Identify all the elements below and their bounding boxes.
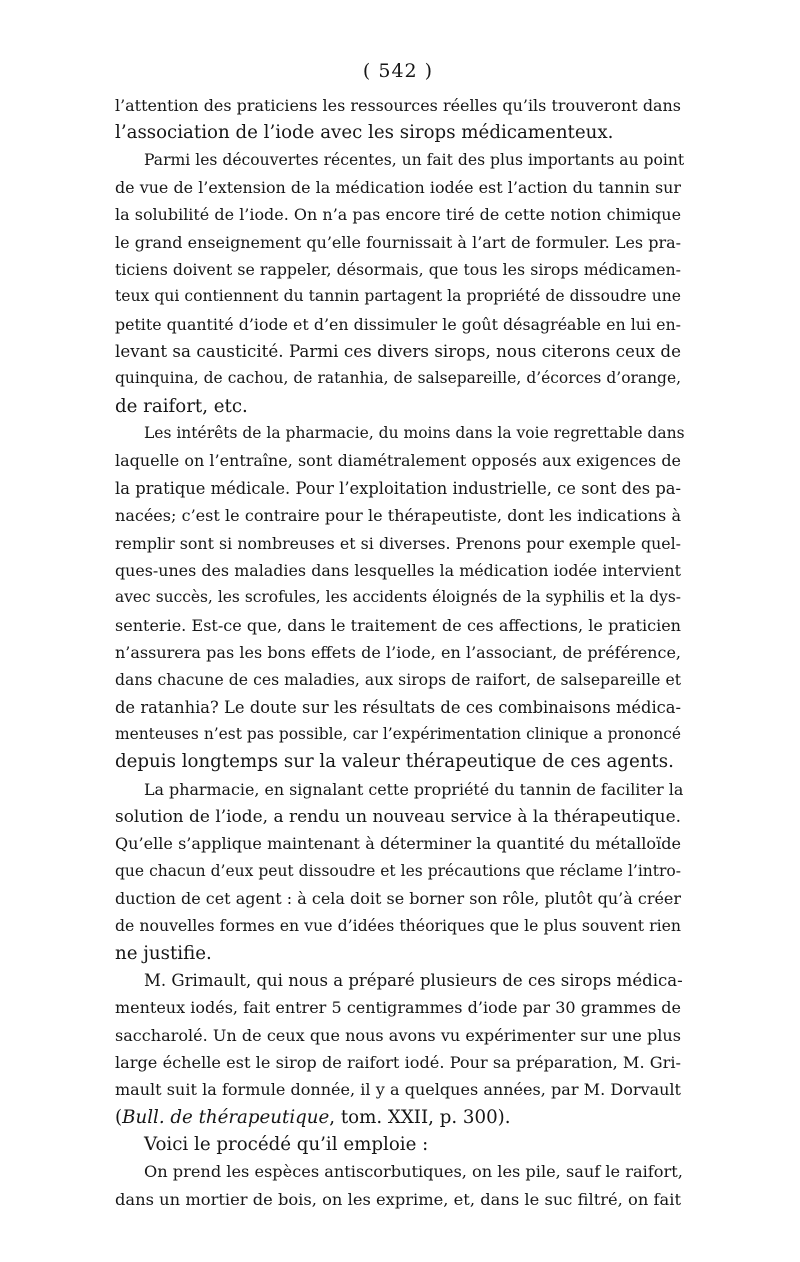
text-line: nacées; c’est le contraire pour le thérapeutiste, dont les indications à [115,506,681,526]
text-line: menteuses n’est pas possible, car l’expérimentation clinique a prononcé [115,724,681,743]
text-line: de ratanhia? Le doute sur les résultats de ces combinaisons médica- [115,697,681,717]
text-line: ticiens doivent se rappeler, désormais, que tous les sirops médicamen- [115,260,681,280]
text-line: remplir sont si nombreuses et si diverses. Prenons pour exemple quel- [115,533,681,553]
text-line: solution de l’iode, a rendu un nouveau service à la thérapeutique. [115,805,681,826]
text-line: saccharolé. Un de ceux que nous avons vu expérimenter sur une plus [115,1025,681,1045]
text-line: ques-unes des maladies dans lesquelles la médication iodée intervient [115,560,681,580]
text-line: Qu’elle s’applique maintenant à déterminer la quantité du métalloïde [115,834,681,854]
text-line: dans chacune de ces maladies, aux sirops de raifort, de salsepareille et [115,670,681,690]
text-line: quinquina, de cachou, de ratanhia, de salsepareille, d’écorces d’orange, [115,369,681,388]
text-line: de nouvelles formes en vue d’idées théoriques que le plus souvent rien [115,916,681,936]
paragraph [115,92,681,147]
paragraph [115,967,681,1131]
paragraph [115,420,685,775]
text-line: La pharmacie, en signalant cette propriété du tannin de faciliter la [144,779,684,799]
text-line: ne justifie. [115,942,212,964]
text-line: On prend les espèces antiscorbutiques, on les pile, sauf le raifort, [144,1162,683,1182]
text-line: que chacun d’eux peut dissoudre et les précautions que réclame l’intro- [115,861,681,880]
text-line: de vue de l’extension de la médication iodée est l’action du tannin sur [115,178,681,198]
text-line: laquelle on l’entraîne, sont diamétralement opposés aux exigences de [115,451,681,471]
text-line: M. Grimault, qui nous a préparé plusieurs de ces sirops médica- [144,971,683,990]
paragraph [115,1131,681,1158]
text-line: la pratique médicale. Pour l’exploitation industrielle, ce sont des pa- [115,478,681,498]
text-line: petite quantité d’iode et d’en dissimuler le goût désagréable en lui en- [115,314,681,334]
text-line: teux qui contiennent du tannin partagent la propriété de dissoudre une [115,287,681,306]
text-line: avec succès, les scrofules, les accidents éloignés de la syphilis et la dys- [115,588,681,607]
paragraph [115,147,685,420]
text-line: le grand enseignement qu’elle fournissait à l’art de formuler. Les pra- [115,232,681,252]
paragraph [115,1158,681,1213]
text-line: depuis longtemps sur la valeur thérapeutique de ces agents. [115,751,674,773]
text-line: large échelle est le sirop de raifort iodé. Pour sa préparation, M. Gri- [115,1053,681,1073]
text-line: l’attention des praticiens les ressources réelles qu’ils trouveront dans [115,96,681,115]
book-page [115,60,685,1213]
page-number: ( 542 ) [362,60,434,82]
text-line: dans un mortier de bois, on les exprime, et, dans le suc filtré, on fait [115,1189,681,1209]
text-line: menteux iodés, fait entrer 5 centigrammes d’iode par 30 grammes de [115,998,681,1018]
text-line: n’assurera pas les bons effets de l’iode, en l’associant, de préférence, [115,642,681,662]
text-line: de raifort, etc. [115,395,248,417]
citation-open-paren: ( [115,1106,123,1128]
text-line: Voici le procédé qu’il emploie : [144,1134,429,1156]
paragraph [115,776,684,967]
text-line: levant sa causticité. Parmi ces divers sirops, nous citerons ceux de [115,342,681,362]
text-line: senterie. Est-ce que, dans le traitement de ces affections, le praticien [115,615,681,635]
citation-reference: , tom. XXII, p. 300). [329,1106,511,1128]
text-line: Les intérêts de la pharmacie, du moins dans la voie regrettable dans [144,424,685,443]
text-line: la solubilité de l’iode. On n’a pas encore tiré de cette notion chimique [115,205,681,225]
citation-line [115,1104,681,1131]
text-line: l’association de l’iode avec les sirops médicamenteux. [115,122,614,144]
text-line: Parmi les découvertes récentes, un fait des plus importants au point [144,150,685,169]
text-line: duction de cet agent : à cela doit se borner son rôle, plutôt qu’à créer [115,888,681,908]
citation-title: Bull. de thérapeutique [122,1106,330,1128]
text-line: mault suit la formule donnée, il y a quelques années, par M. Dorvault [115,1080,681,1100]
